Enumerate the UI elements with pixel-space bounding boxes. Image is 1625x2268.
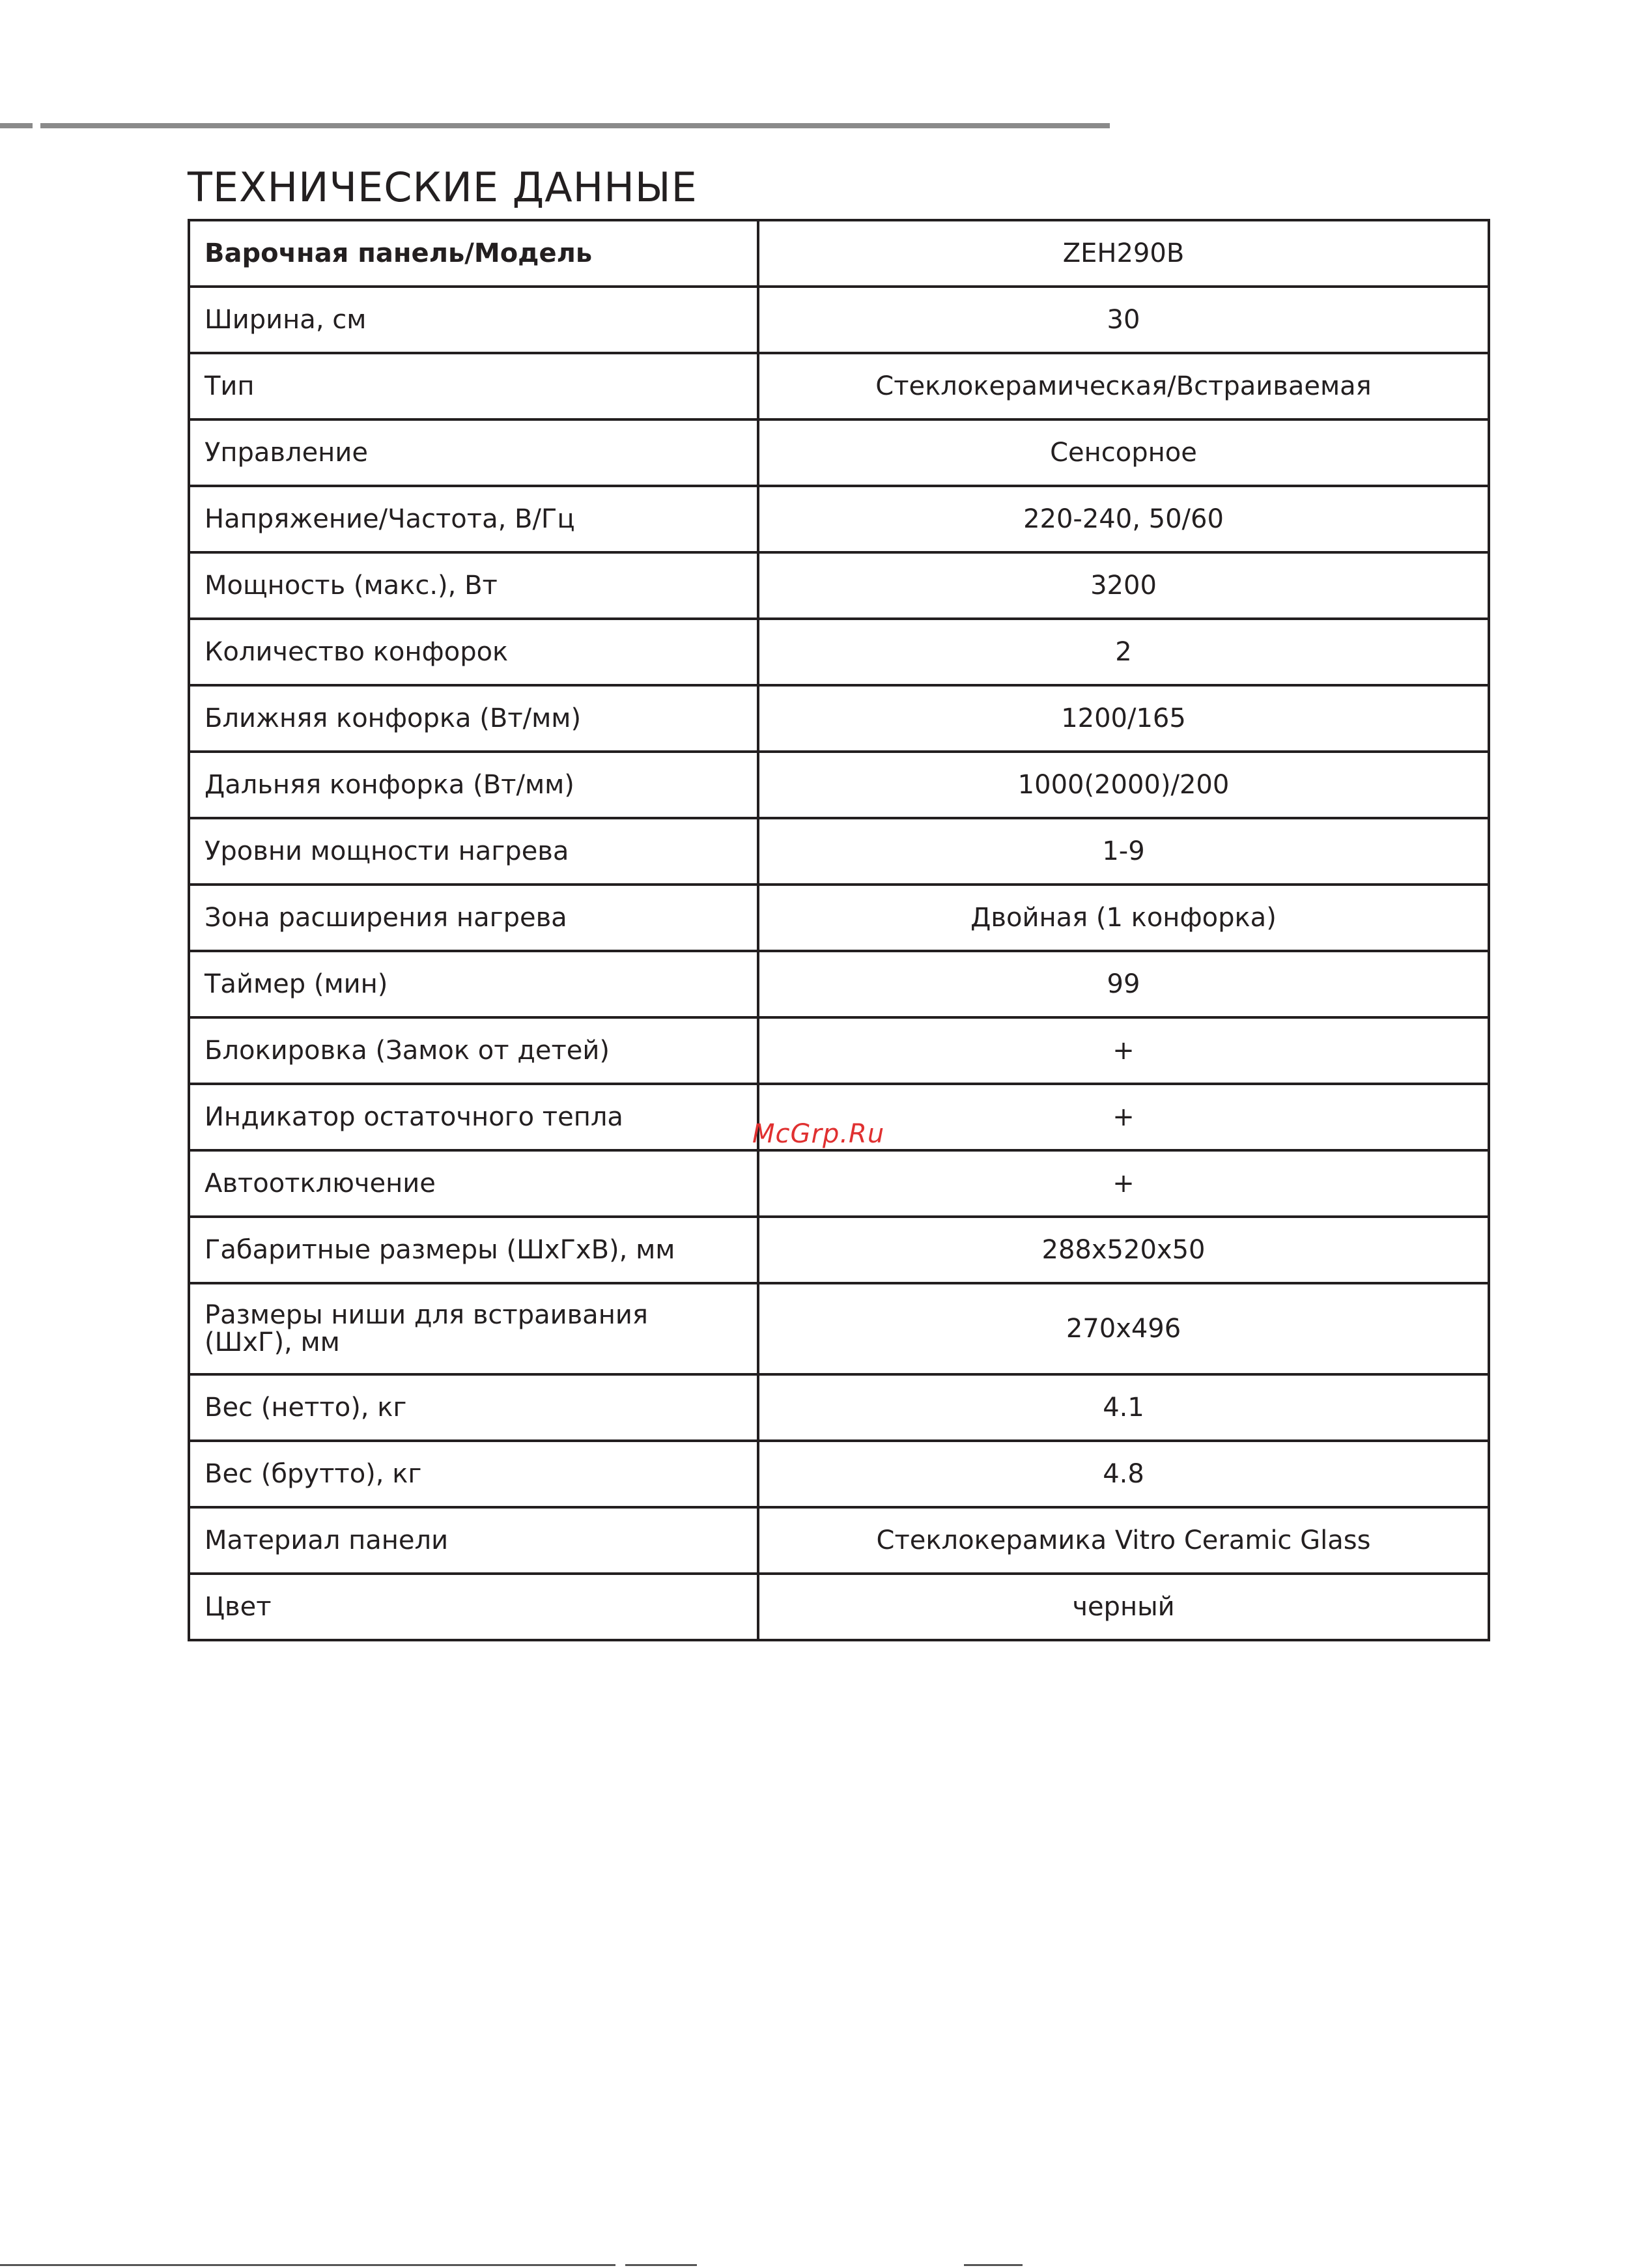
value-cell: черный	[758, 1574, 1489, 1640]
value-cell: Стеклокерамика Vitro Ceramic Glass	[758, 1507, 1489, 1574]
footer-rule-mark	[625, 2264, 697, 2266]
footer-rule-mark	[964, 2264, 1023, 2266]
table-row	[189, 552, 1489, 619]
value-cell: 2	[758, 619, 1489, 685]
page-title: ТЕХНИЧЕСКИЕ ДАННЫЕ	[188, 163, 698, 211]
param-cell: Таймер (мин)	[189, 951, 758, 1017]
header-param-cell: Варочная панель/Модель	[189, 220, 758, 287]
table-row	[189, 951, 1489, 1017]
param-cell: Вес (нетто), кг	[189, 1374, 758, 1441]
param-cell: Количество конфорок	[189, 619, 758, 685]
param-cell: Размеры ниши для встраивания (ШхГ), мм	[189, 1283, 758, 1374]
value-cell: 1000(2000)/200	[758, 752, 1489, 818]
value-cell: 30	[758, 287, 1489, 353]
param-cell: Управление	[189, 419, 758, 486]
param-cell: Автоотключение	[189, 1150, 758, 1217]
value-cell: Двойная (1 конфорка)	[758, 885, 1489, 951]
value-cell: +	[758, 1084, 1489, 1150]
specifications-table	[188, 219, 1490, 1641]
table-row	[189, 1574, 1489, 1640]
value-cell: 99	[758, 951, 1489, 1017]
param-cell: Напряжение/Частота, В/Гц	[189, 486, 758, 552]
table-row	[189, 752, 1489, 818]
table-row	[189, 419, 1489, 486]
value-cell: Стеклокерамическая/Встраиваемая	[758, 353, 1489, 419]
header-rule-left	[0, 123, 33, 128]
param-cell: Габаритные размеры (ШхГхВ), мм	[189, 1217, 758, 1283]
value-cell: 220-240, 50/60	[758, 486, 1489, 552]
param-cell: Вес (брутто), кг	[189, 1441, 758, 1507]
param-cell: Индикатор остаточного тепла	[189, 1084, 758, 1150]
param-cell: Цвет	[189, 1574, 758, 1640]
param-cell: Материал панели	[189, 1507, 758, 1574]
footer-rule-left	[0, 2264, 615, 2266]
param-cell: Тип	[189, 353, 758, 419]
param-cell: Уровни мощности нагрева	[189, 818, 758, 885]
value-cell: 3200	[758, 552, 1489, 619]
header-rule	[40, 123, 1110, 128]
table-row	[189, 1441, 1489, 1507]
table-row	[189, 1150, 1489, 1217]
value-cell: +	[758, 1150, 1489, 1217]
param-cell: Блокировка (Замок от детей)	[189, 1017, 758, 1084]
value-cell: 1200/165	[758, 685, 1489, 752]
param-cell: Ширина, см	[189, 287, 758, 353]
table-row	[189, 685, 1489, 752]
table-row	[189, 287, 1489, 353]
table-header-row	[189, 220, 1489, 287]
header-value-cell: ZEH290B	[758, 220, 1489, 287]
value-cell: +	[758, 1017, 1489, 1084]
table-row	[189, 885, 1489, 951]
table-row	[189, 818, 1489, 885]
watermark: McGrp.Ru	[752, 1119, 885, 1149]
value-cell: 4.8	[758, 1441, 1489, 1507]
param-cell: Ближняя конфорка (Вт/мм)	[189, 685, 758, 752]
table-row	[189, 486, 1489, 552]
value-cell: Сенсорное	[758, 419, 1489, 486]
value-cell: 1-9	[758, 818, 1489, 885]
table-row	[189, 1017, 1489, 1084]
table-row	[189, 1283, 1489, 1374]
param-cell: Зона расширения нагрева	[189, 885, 758, 951]
param-cell: Мощность (макс.), Вт	[189, 552, 758, 619]
value-cell: 4.1	[758, 1374, 1489, 1441]
table-row	[189, 1374, 1489, 1441]
table-row	[189, 1507, 1489, 1574]
value-cell: 288x520x50	[758, 1217, 1489, 1283]
table-row	[189, 353, 1489, 419]
value-cell: 270x496	[758, 1283, 1489, 1374]
param-cell: Дальняя конфорка (Вт/мм)	[189, 752, 758, 818]
table-row	[189, 1217, 1489, 1283]
table-row	[189, 619, 1489, 685]
